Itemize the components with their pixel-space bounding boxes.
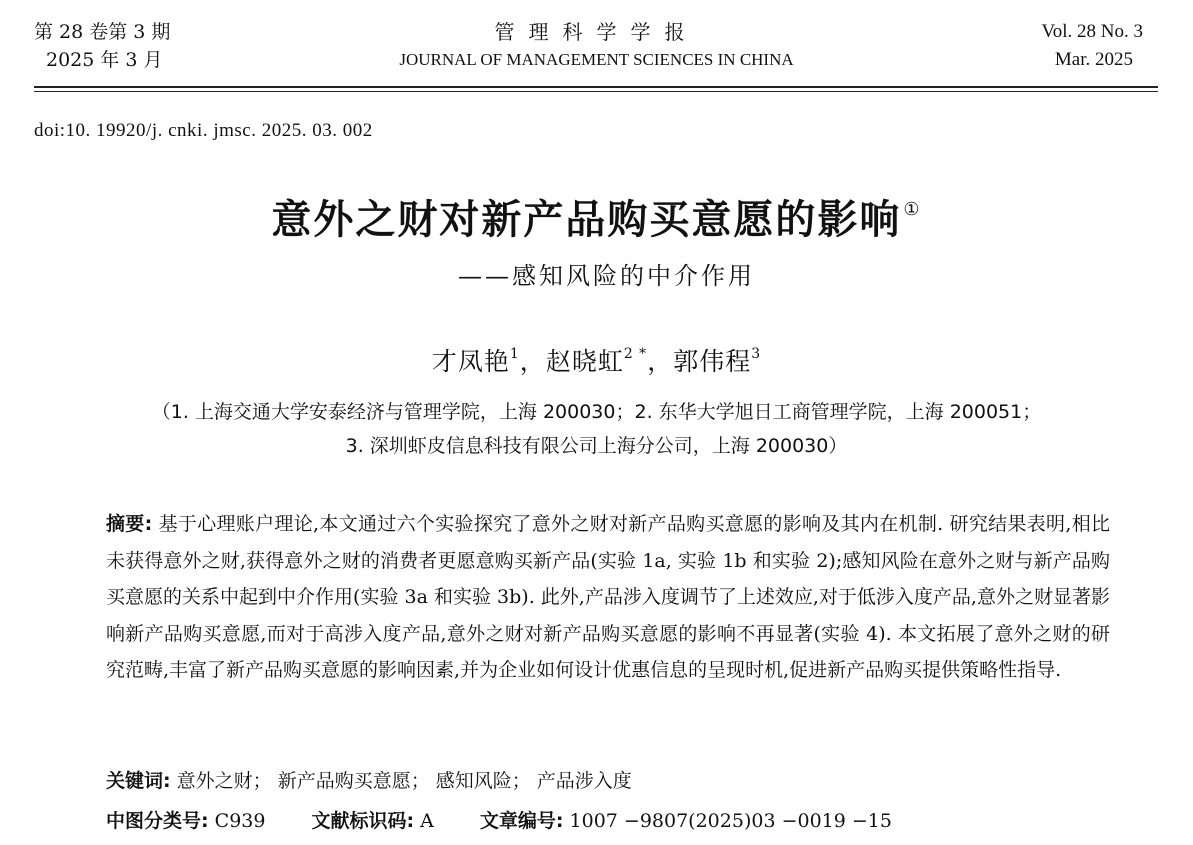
author-affiliation-mark: 3 [751,346,762,362]
affiliations [0,395,1193,463]
doi[interactable]: doi:10. 19920/j. cnki. jmsc. 2025. 03. 002 [34,120,373,141]
keywords-text: 意外之财； 新产品购买意愿； 感知风险； 产品涉入度 [176,770,632,792]
author-name: 郭伟程 [673,347,752,376]
article-number-value: 1007 −9807(2025)03 −0019 −15 [569,810,892,832]
abstract [106,506,1110,689]
doc-code-label: 文献标识码: [311,810,415,832]
article-number-label: 文章编号: [479,810,564,832]
author-affiliation-mark: 1 [509,346,520,362]
volume-date: Mar. 2025 [1054,49,1133,70]
author-name: 才凤艳 [431,347,510,376]
doc-code-value: A [420,810,434,832]
clc-label: 中图分类号: [106,810,209,832]
article-subtitle: ——感知风险的中介作用 [458,262,755,290]
author-name: 赵晓虹 [545,347,624,376]
author-separator: ， [519,347,546,376]
author-affiliation-mark: 2 * [623,346,648,362]
article-title [0,188,1193,245]
volume-number: Vol. 28 No. 3 [1041,21,1143,42]
affiliation-line: 3. 深圳虾皮信息科技有限公司上海分公司，上海 200030） [345,435,848,457]
author-list [0,342,1193,378]
author-separator: ， [647,347,674,376]
journal-name [0,18,1193,74]
keywords [106,766,632,796]
title-footnote-mark[interactable]: ① [903,199,922,220]
abstract-label: 摘要: [106,513,153,535]
journal-name-cn: 管理科学学报 [494,20,699,44]
abstract-text: 基于心理账户理论,本文通过六个实验探究了意外之财对新产品购买意愿的影响及其内在机制. 研究结果表明,相比未获得意外之财,获得意外之财的消费者更愿意购买新产品(实验 1a, 实验 1b 和实验 2);感知风险在意外之财与新产品购买意愿的关系中起到中介作用(实验 3a 和实验 3b). 此外,产品涉入度调节了上述效应,对于低涉入度产品,意外之财显著影响新产品购买意愿,而对于高涉入度产品,意外之财对新产品购买意愿的影响不再显著(实验 4). 本文拓展了意外之财的研究范畴,丰富了新产品购买意愿的影响因素,并为企业如何设计优惠信息的呈现时机,促进新产品购买提供策略性指导. [106,513,1110,681]
volume-info [1041,18,1143,74]
article-title-text: 意外之财对新产品购买意愿的影响 [271,197,902,243]
header-rule-thick [34,86,1158,88]
issue-volume: 第 28 卷第 3 期 [34,21,171,43]
keywords-label: 关键词: [106,770,171,792]
classification-line [106,806,892,836]
issue-date: 2025 年 3 月 [46,49,163,71]
clc-value: C939 [214,810,266,832]
header-rule-thin [34,91,1158,92]
affiliation-line: （1. 上海交通大学安泰经济与管理学院，上海 200030；2. 东华大学旭日工商管理学院，上海 200051； [151,401,1042,423]
journal-name-en: JOURNAL OF MANAGEMENT SCIENCES IN CHINA [399,50,794,69]
